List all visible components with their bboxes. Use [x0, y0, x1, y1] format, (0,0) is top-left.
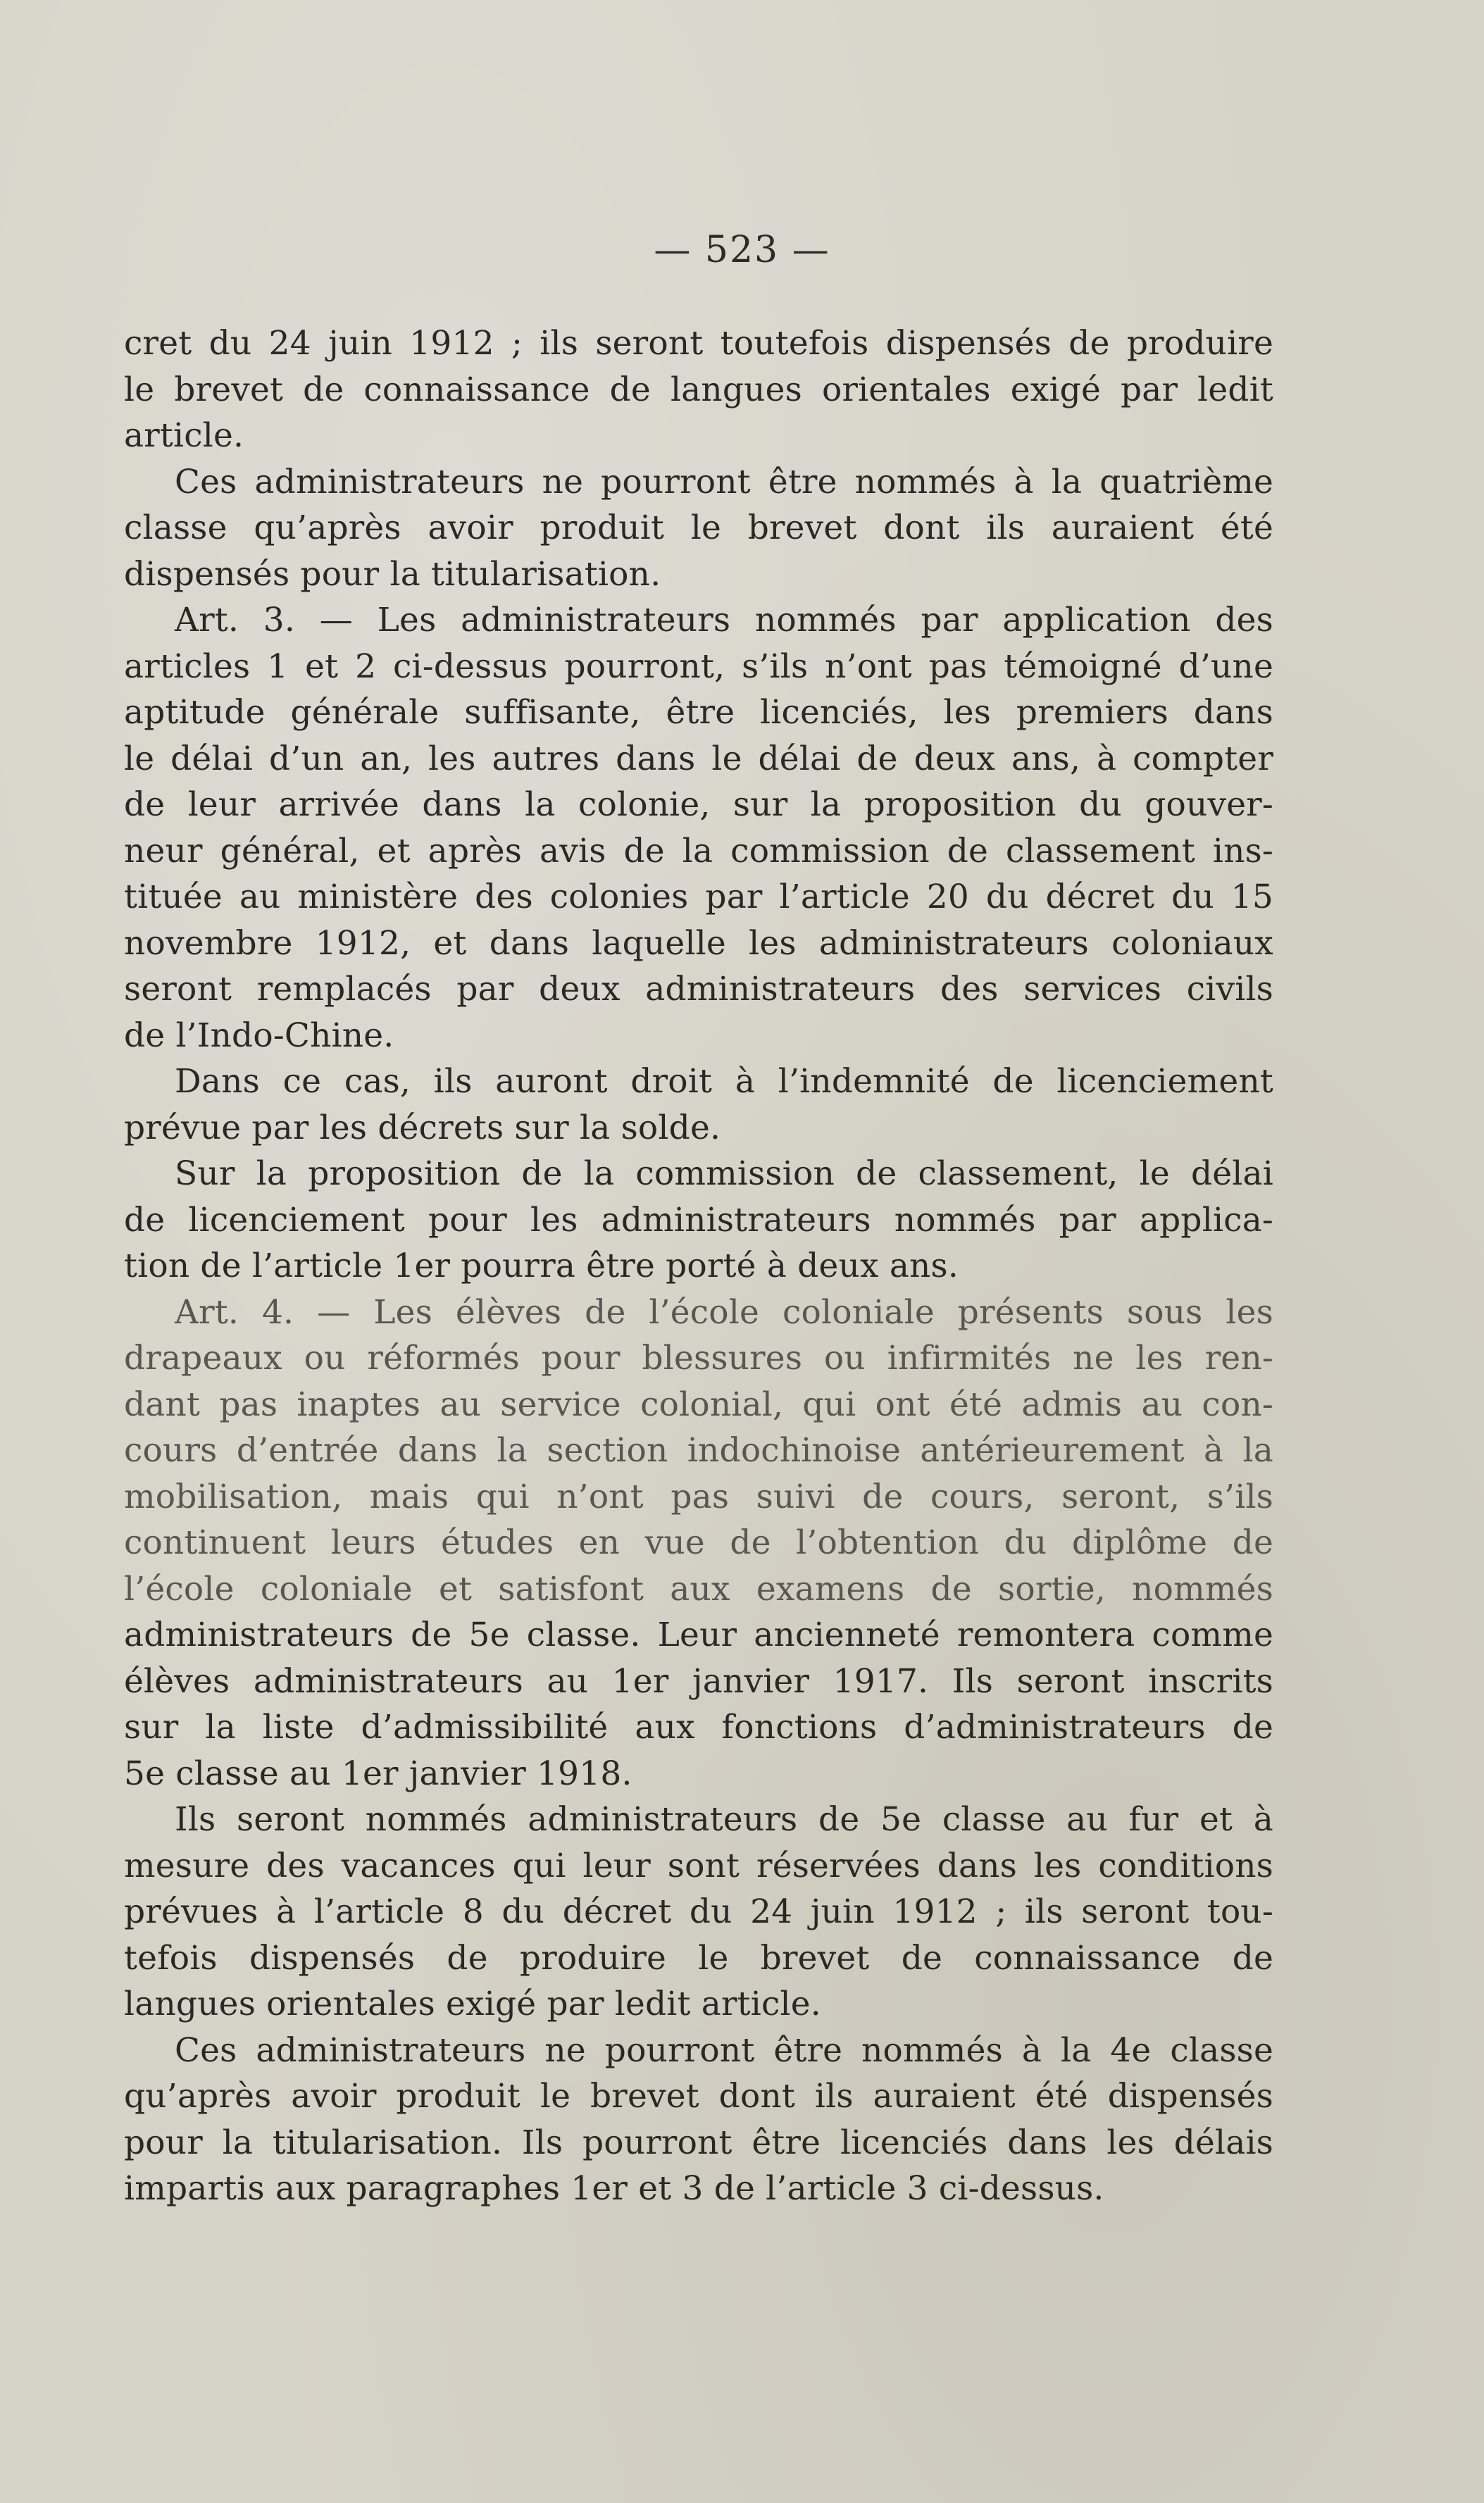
text-line: l’école coloniale et satisfont aux examens de sortie, nommés	[124, 1569, 1273, 1609]
text-line: dispensés pour la titularisation.	[124, 554, 661, 594]
body-text	[124, 320, 1273, 2212]
text-line: continuent leurs études en vue de l’obtention du diplôme de	[124, 1523, 1273, 1562]
text-line: tion de l’article 1er pourra être porté à deux ans.	[124, 1247, 959, 1285]
text-line: mesure des vacances qui leur sont réservées dans les conditions	[124, 1846, 1273, 1885]
text-line: tituée au ministère des colonies par l’article 20 du décret du 15	[124, 878, 1273, 916]
text-line: seront remplacés par deux administrateurs des services civils	[124, 970, 1273, 1009]
text-line: impartis aux paragraphes 1er et 3 de l’article 3 ci-dessus.	[124, 2169, 1104, 2208]
text-line: Ces administrateurs ne pourront être nommés à la 4e classe	[175, 2030, 1273, 2070]
text-line: tefois dispensés de produire le brevet de connaissance de	[124, 1938, 1273, 1978]
text-line: administrateurs de 5e classe. Leur ancienneté remontera comme	[124, 1616, 1273, 1654]
text-line: sur la liste d’admissibilité aux fonctions d’administrateurs de	[124, 1708, 1273, 1747]
text-line: dant pas inaptes au service colonial, qui ont été admis au con-	[124, 1385, 1273, 1424]
text-line: Ces administrateurs ne pourront être nommés à la quatrième	[175, 462, 1273, 501]
text-line: le délai d’un an, les autres dans le délai de deux ans, à compter	[124, 739, 1273, 778]
text-line: Sur la proposition de la commission de classement, le délai	[175, 1154, 1273, 1193]
text-line: articles 1 et 2 ci-dessus pourront, s’ils n’ont pas témoigné d’une	[124, 647, 1273, 686]
text-line: novembre 1912, et dans laquelle les administrateurs coloniaux	[124, 923, 1273, 963]
text-line: langues orientales exigé par ledit article.	[124, 1985, 821, 2023]
text-line: Dans ce cas, ils auront droit à l’indemnité de licenciement	[175, 1062, 1273, 1101]
text-line: aptitude générale suffisante, être licenciés, les premiers dans	[124, 693, 1273, 732]
text-line: article.	[124, 416, 244, 455]
text-line: prévues à l’article 8 du décret du 24 juin 1912 ; ils seront tou-	[124, 1892, 1273, 1931]
text-line: de licenciement pour les administrateurs nommés par applica-	[124, 1200, 1273, 1240]
text-line: neur général, et après avis de la commission de classement ins-	[124, 831, 1273, 870]
text-line: de leur arrivée dans la colonie, sur la proposition du gouver-	[124, 785, 1273, 824]
text-line: prévue par les décrets sur la solde.	[124, 1108, 721, 1147]
text-line: Art. 4. — Les élèves de l’école coloniale présents sous les	[175, 1292, 1273, 1332]
text-line: cret du 24 juin 1912 ; ils seront toutefois dispensés de produire	[124, 324, 1273, 363]
text-line: le brevet de connaissance de langues orientales exigé par ledit	[124, 370, 1273, 409]
text-line: classe qu’après avoir produit le brevet dont ils auraient été	[124, 508, 1273, 547]
text-line: Art. 3. — Les administrateurs nommés par application des	[175, 601, 1273, 639]
text-line: drapeaux ou réformés pour blessures ou infirmités ne les ren-	[124, 1339, 1273, 1378]
text-line: mobilisation, mais qui n’ont pas suivi de cours, seront, s’ils	[124, 1477, 1273, 1516]
text-line: pour la titularisation. Ils pourront être licenciés dans les délais	[124, 2123, 1273, 2162]
text-line: qu’après avoir produit le brevet dont ils auraient été dispensés	[124, 2077, 1273, 2116]
text-line: Ils seront nommés administrateurs de 5e classe au fur et à	[175, 1800, 1273, 1839]
text-line: cours d’entrée dans la section indochinoise antérieurement à la	[124, 1431, 1273, 1470]
text-line: élèves administrateurs au 1er janvier 1917. Ils seront inscrits	[124, 1661, 1273, 1701]
text-line: 5e classe au 1er janvier 1918.	[124, 1754, 632, 1793]
page-number: — 523 —	[654, 229, 830, 271]
text-line: de l’Indo-Chine.	[124, 1016, 394, 1055]
